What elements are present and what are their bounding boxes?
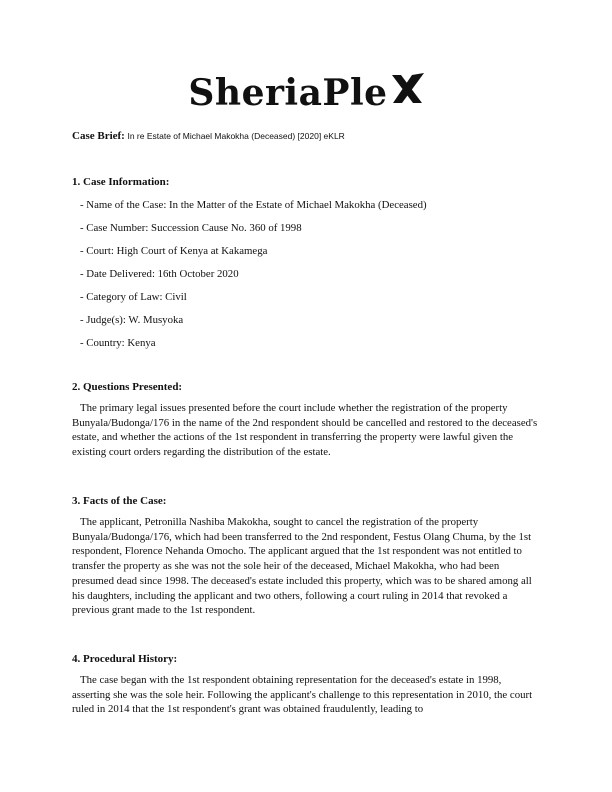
logo (0, 72, 612, 120)
section-questions-presented (72, 381, 542, 460)
case-brief-line (72, 130, 345, 142)
section-body: The primary legal issues presented before the court include whether the registration of the property Bunyala/Budonga/176 in the name of the 2nd respondent should be cancelled and restored to the deceased's estate, and whether the actions of the 1st respondent in transferring the property were lawful given the existing court orders regarding the distribution of the estate. (72, 402, 538, 459)
section-heading: 2. Questions Presented: (72, 381, 183, 393)
section-procedural-history (72, 653, 542, 717)
logo-x-mark-icon (390, 71, 424, 112)
section-body: The case began with the 1st respondent obtaining representation for the deceased's estate in 1998, asserting she was the sole heir. Following the applicant's challenge to this representation in 2010, the court ruled in 2014 that the 1st respondent's grant was obtained fraudulently, leading to (72, 674, 533, 716)
case-info-date: - Date Delivered: 16th October 2020 (80, 268, 239, 280)
case-info-judges: - Judge(s): W. Musyoka (80, 314, 184, 326)
section-heading: 1. Case Information: (72, 176, 170, 188)
case-info-court: - Court: High Court of Kenya at Kakamega (80, 245, 268, 257)
section-facts (72, 495, 542, 618)
case-info-list (72, 200, 542, 349)
section-body: The applicant, Petronilla Nashiba Makokha, sought to cancel the registration of the property Bunyala/Budonga/176, which had been transferred to the 2nd respondent, Festus Olang Chuma, by the 1st respondent, Florence Nehanda Omocho. The applicant argued that the 1st respondent was not entitled to transfer the property as she was not the sole heir of the deceased, Michael Makokha, who had been presumed dead since 1998. The deceased's estate included this property, which was to be shared among all his daughters, including the applicant and two others, following a court ruling in 2014 that revoked a previous grant made to the 1st respondent. (72, 516, 532, 617)
section-heading: 3. Facts of the Case: (72, 495, 167, 507)
case-info-name: - Name of the Case: In the Matter of the Estate of Michael Makokha (Deceased) (80, 199, 427, 211)
case-brief-title: In re Estate of Michael Makokha (Deceased) [2020] eKLR (127, 131, 345, 141)
case-info-category: - Category of Law: Civil (80, 291, 187, 303)
case-brief-label: Case Brief: (72, 130, 125, 142)
logo-text: SheriaPle (188, 72, 388, 114)
case-info-country: - Country: Kenya (80, 337, 156, 349)
case-info-number: - Case Number: Succession Cause No. 360 of 1998 (80, 222, 302, 234)
section-heading: 4. Procedural History: (72, 653, 178, 665)
section-case-information (72, 176, 542, 361)
